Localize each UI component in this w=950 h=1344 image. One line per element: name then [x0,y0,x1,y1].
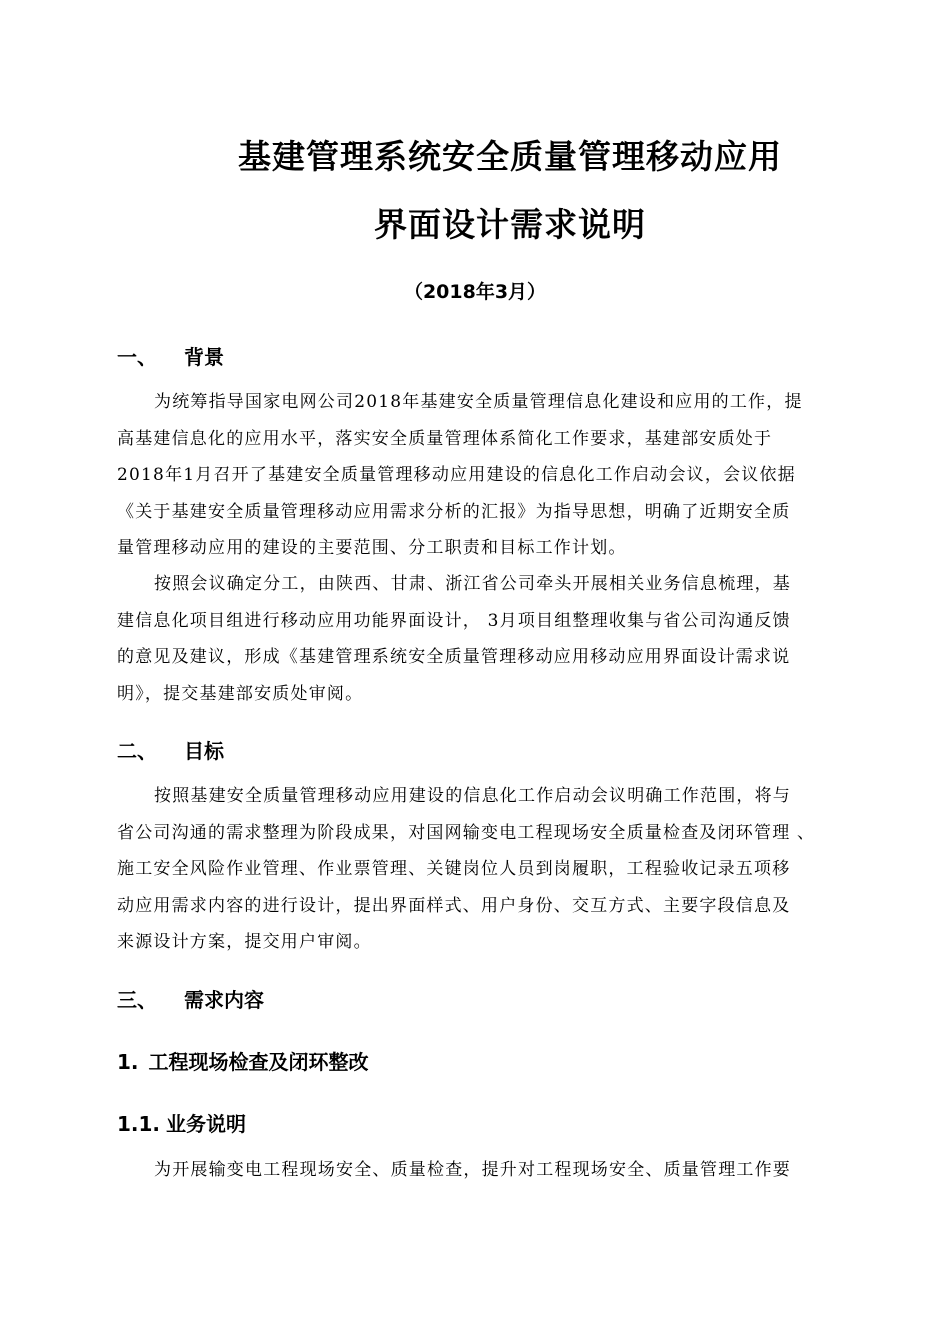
section-heading-goal [117,735,224,764]
text-line: 省公司沟通的需求整理为阶段成果，对国网输变电工程现场安全质量检查及闭环管理 、 [117,822,816,843]
paragraph-background-2 [117,566,839,712]
text-line: 来源设计方案，提交用户审阅。 [117,932,372,952]
subsection-number: 1. [117,1050,139,1074]
section-number: 一、 [117,345,157,369]
paragraph-background-1 [117,384,839,567]
section-number: 三、 [117,988,157,1012]
text-line: 按照基建安全质量管理移动应用建设的信息化工作启动会议明确工作范围，将与 [154,786,791,806]
text-line: 高基建信息化的应用水平，落实安全质量管理体系简化工作要求，基建部安质处于 [117,428,773,449]
document-date: （2018年3月） [403,281,547,303]
text-line: 动应用需求内容的进行设计，提出界面样式、用户身份、交互方式、主要字段信息及 [117,895,791,916]
section-title: 需求内容 [184,988,264,1012]
section-number: 二、 [117,739,157,763]
paragraph-goal [117,778,839,961]
subsection-title: 业务说明 [166,1112,247,1136]
subsection-title: 工程现场检查及闭环整改 [148,1050,369,1074]
text-line: 明》，提交基建部安质处审阅。 [117,683,364,704]
text-line: 2018年1月召开了基建安全质量管理移动应用建设的信息化工作启动会议，会议依据 [117,465,796,485]
subsection-heading-1 [117,1046,369,1075]
text-line: 为统筹指导国家电网公司2018年基建安全质量管理信息化建设和应用的工作，提 [154,392,803,412]
section-heading-requirements [117,984,264,1013]
text-line: 量管理移动应用的建设的主要范围、分工职责和目标工作计划。 [117,538,627,558]
subsection-heading-1-1 [117,1108,246,1137]
subsection-number: 1.1. [117,1112,161,1136]
text-line: 按照会议确定分工，由陕西、甘肃、浙江省公司牵头开展相关业务信息梳理，基 [154,574,791,594]
document-title-line2: 界面设计需求说明 [374,205,646,244]
text-line: 施工安全风险作业管理、作业票管理、关键岗位人员到岗履职，工程验收记录五项移 [117,859,791,879]
section-title: 背景 [184,345,224,369]
text-line: 建信息化项目组进行移动应用功能界面设计， 3月项目组整理收集与省公司沟通反馈 [117,610,791,631]
paragraph-business-description [117,1152,839,1189]
section-heading-background [117,341,224,370]
text-line: 的意见及建议，形成《基建管理系统安全质量管理移动应用移动应用界面设计需求说 [117,647,791,667]
document-title-line1: 基建管理系统安全质量管理移动应用 [238,137,782,176]
section-title: 目标 [184,739,224,763]
text-line: 《关于基建安全质量管理移动应用需求分析的汇报》为指导思想，明确了近期安全质 [117,501,791,522]
text-line: 为开展输变电工程现场安全、质量检查，提升对工程现场安全、质量管理工作要 [154,1160,791,1180]
